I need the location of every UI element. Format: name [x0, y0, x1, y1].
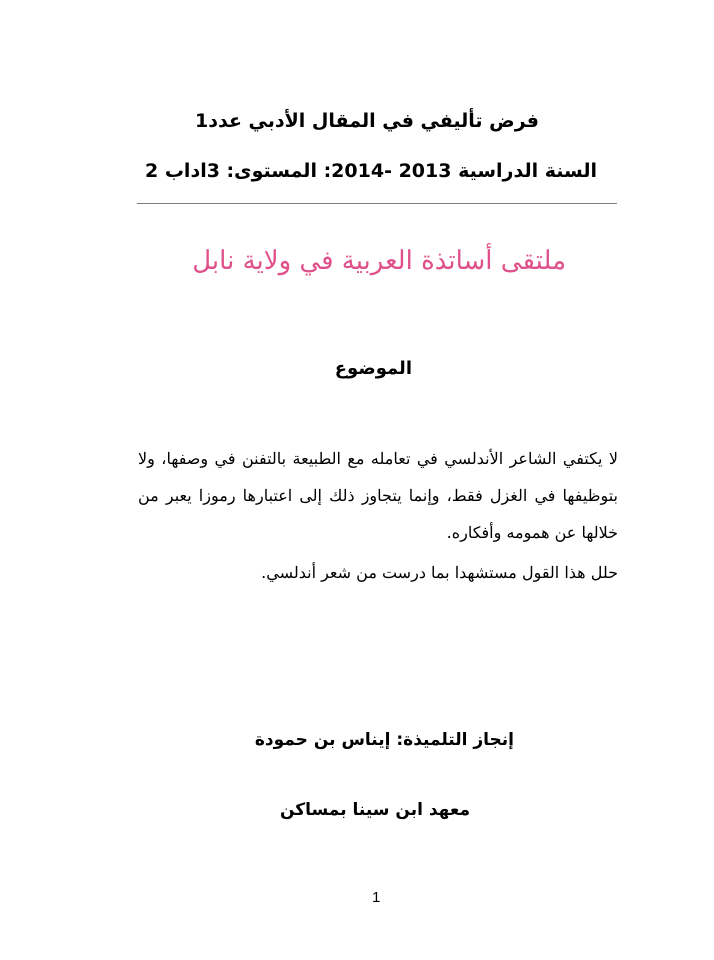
subject-heading: الموضوع — [334, 358, 412, 379]
school-year-and-level: السنة الدراسية 2013 -2014: المستوى: 3اداب 2 — [144, 160, 597, 182]
assignment-title: فرض تأليفي في المقال الأدبي عدد1 — [195, 110, 539, 132]
page-number: 1 — [372, 889, 381, 906]
header-divider — [137, 203, 617, 204]
watermark-text: ملتقى أساتذة العربية في ولاية نابل — [192, 246, 566, 276]
school-name: معهد ابن سينا بمساكن — [279, 800, 470, 820]
subject-statement: لا يكتفي الشاعر الأندلسي في تعامله مع الطبيعة بالتفنن في وصفها، ولا بتوظيفها في الغزل فقط، وإنما يتجاوز ذلك إلى اعتبارها رموزا يعبر من خلالها عن همومه وأفكاره. — [138, 449, 618, 542]
student-name: إنجاز التلميذة: إيناس بن حمودة — [254, 730, 514, 750]
subject-instruction: حلل هذا القول مستشهدا بما درست من شعر أندلسي. — [261, 563, 618, 582]
